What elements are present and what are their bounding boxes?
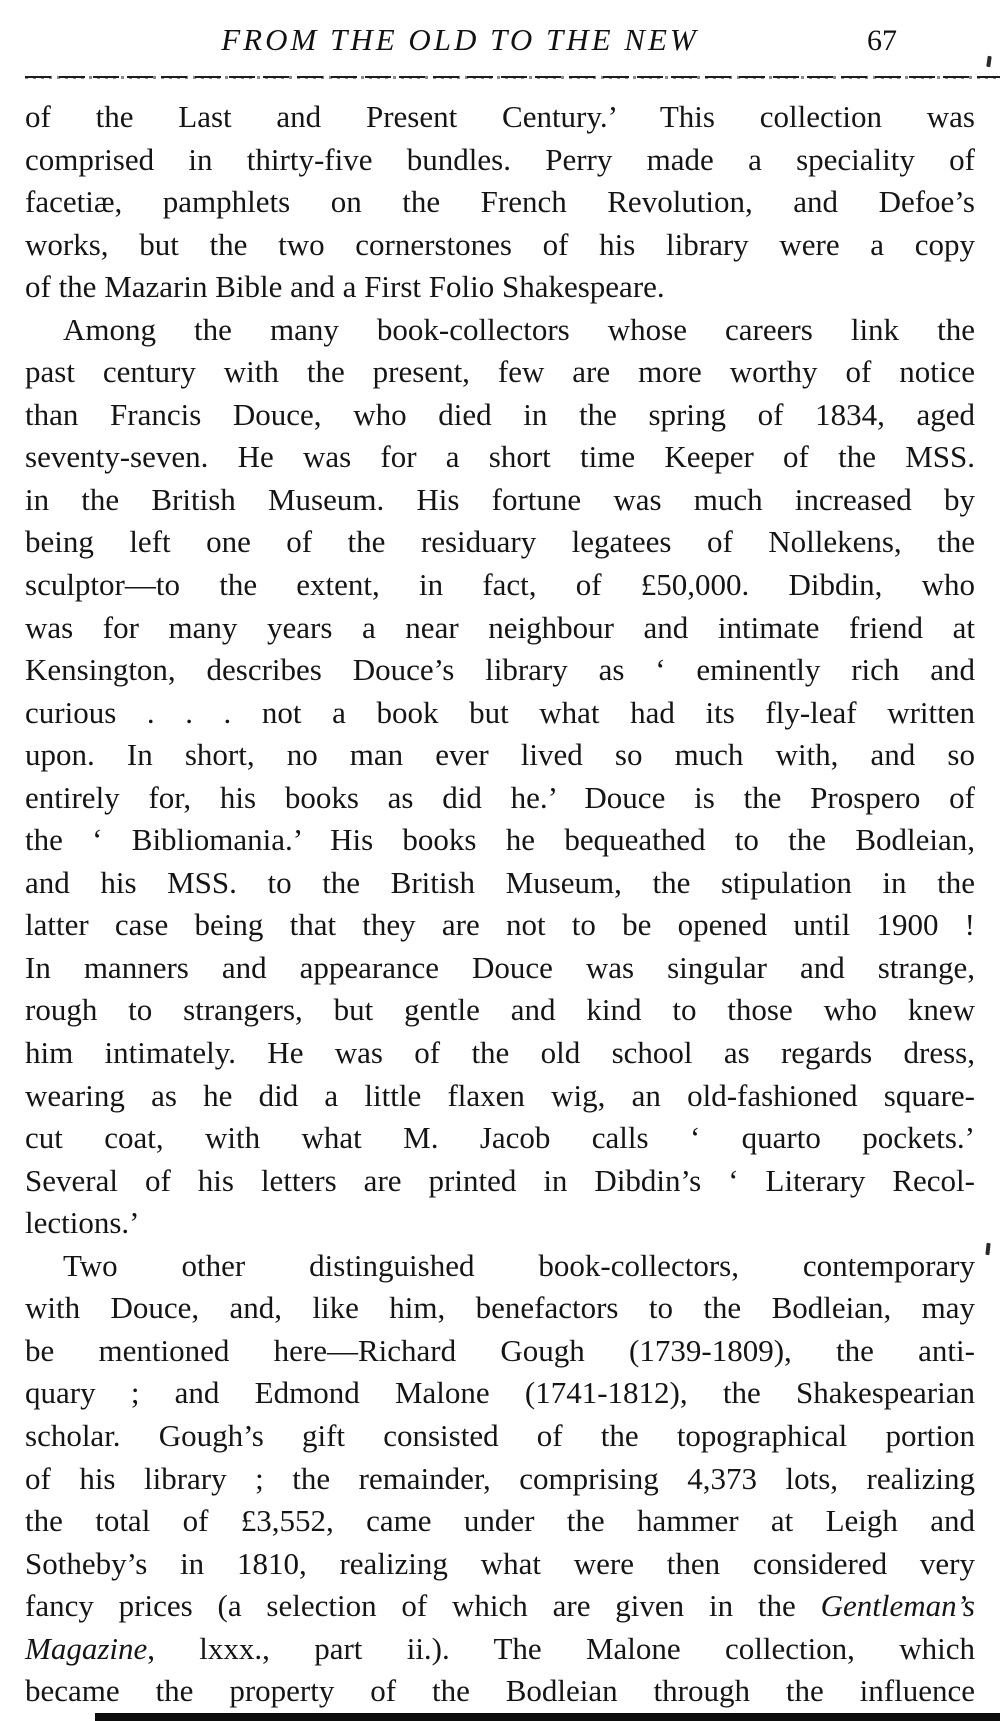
text-run: Several of his letters are printed in Dibdin’s ‘ Literary Recol- <box>25 1162 975 1198</box>
text-run: became the property of the Bodleian through the influence <box>25 1673 975 1709</box>
text-run: latter case being that they are not to be opened until 1900 ! <box>25 907 975 943</box>
text-line <box>25 904 975 947</box>
text-run: upon. In short, no man ever lived so much with, and so <box>25 737 975 773</box>
text-line <box>25 181 975 224</box>
header-rule <box>25 76 1000 79</box>
text-line <box>25 1458 975 1501</box>
text-run: of the Last and Present Century.’ This collection was <box>25 99 975 134</box>
text-line <box>25 1245 975 1288</box>
text-run: Kensington, describes Douce’s library as ‘ eminently rich and <box>25 652 975 688</box>
text-run: Sotheby’s in 1810, realizing what were then considered very <box>25 1545 975 1581</box>
text-line <box>25 819 975 862</box>
text-line <box>25 862 975 905</box>
text-run: the total of £3,552, came under the hammer at Leigh and <box>25 1503 975 1539</box>
page-number: 67 <box>867 24 897 57</box>
text-line <box>25 1628 975 1671</box>
text-run: facetiæ, pamphlets on the French Revolution, and Defoe’s <box>25 184 975 220</box>
text-run: in the British Museum. His fortune was much increased by <box>25 481 975 517</box>
scan-speck <box>986 56 991 67</box>
text-run: sculptor—to the extent, in fact, of £50,000. Dibdin, who <box>25 567 975 603</box>
text-run: be mentioned here—Richard Gough (1739-1809), the anti- <box>25 1332 975 1368</box>
text-line <box>25 1075 975 1118</box>
text-line <box>25 266 975 309</box>
text-run: entirely for, his books as did he.’ Douce is the Prospero of <box>25 779 975 815</box>
text-line <box>25 1585 975 1628</box>
text-line <box>25 1330 975 1373</box>
text-run: In manners and appearance Douce was singular and strange, <box>25 949 975 985</box>
text-run: of his library ; the remainder, comprising 4,373 lots, realizing <box>25 1460 975 1496</box>
text-run: was for many years a near neighbour and intimate friend at <box>25 609 975 645</box>
text-run: scholar. Gough’s gift consisted of the topographical portion <box>25 1417 975 1453</box>
text-line <box>25 351 975 394</box>
text-run: wearing as he did a little flaxen wig, an old-fashioned square- <box>25 1077 975 1113</box>
text-line <box>25 436 975 479</box>
text-run: fancy prices (a selection of which are given in the <box>25 1588 821 1624</box>
text-line <box>25 521 975 564</box>
text-line <box>25 479 975 522</box>
text-run: Among the many book-collectors whose careers link the <box>63 311 975 347</box>
text-run: him intimately. He was of the old school as regards dress, <box>25 1035 975 1071</box>
text-run: works, but the two cornerstones of his library were a copy <box>25 226 975 262</box>
text-line <box>25 649 975 692</box>
text-line <box>25 1415 975 1458</box>
text-run: Two other distinguished book-collectors, contemporary <box>63 1247 975 1283</box>
text-run: , lxxx., part ii.). The Malone collection, which <box>147 1630 975 1666</box>
text-line <box>25 309 975 352</box>
text-line <box>25 1500 975 1543</box>
text-line <box>25 139 975 182</box>
text-run: of the Mazarin Bible and a First Folio Shakespeare. <box>25 269 665 305</box>
text-line <box>25 1372 975 1415</box>
text-run: comprised in thirty-five bundles. Perry made a speciality of <box>25 141 975 177</box>
body-text <box>25 96 975 1713</box>
text-line <box>25 777 975 820</box>
text-run: and his MSS. to the British Museum, the stipulation in the <box>25 864 975 900</box>
text-run: the ‘ Bibliomania.’ His books he bequeathed to the Bodleian, <box>25 822 975 858</box>
text-line <box>25 1032 975 1075</box>
text-line <box>25 1160 975 1203</box>
text-run: being left one of the residuary legatees of Nollekens, the <box>25 524 975 560</box>
italic-text-run: Gentleman’s <box>820 1588 975 1624</box>
italic-text-run: Magazine <box>25 1630 148 1666</box>
text-line <box>25 96 975 139</box>
text-line <box>25 224 975 267</box>
text-run: rough to strangers, but gentle and kind to those who knew <box>25 992 975 1028</box>
text-run: past century with the present, few are more worthy of notice <box>25 354 975 390</box>
text-line <box>25 1670 975 1713</box>
text-run: cut coat, with what M. Jacob calls ‘ quarto pockets.’ <box>25 1120 975 1156</box>
running-header-title: FROM THE OLD TO THE NEW <box>221 22 699 57</box>
text-run: than Francis Douce, who died in the spring of 1834, aged <box>25 396 975 432</box>
text-line <box>25 394 975 437</box>
scan-speck <box>985 1243 990 1255</box>
text-line <box>25 1202 975 1245</box>
text-run: quary ; and Edmond Malone (1741-1812), the Shakespearian <box>25 1375 975 1411</box>
text-run: curious . . . not a book but what had its fly-leaf written <box>25 694 975 730</box>
text-run: lections.’ <box>25 1205 140 1241</box>
text-line <box>25 989 975 1032</box>
text-line <box>25 734 975 777</box>
scan-edge-shadow <box>95 1713 1000 1721</box>
text-line <box>25 1543 975 1586</box>
text-line <box>25 1287 975 1330</box>
text-line <box>25 692 975 735</box>
text-line <box>25 564 975 607</box>
text-line <box>25 947 975 990</box>
text-line <box>25 607 975 650</box>
text-run: seventy-seven. He was for a short time Keeper of the MSS. <box>25 439 975 475</box>
text-line <box>25 1117 975 1160</box>
text-run: with Douce, and, like him, benefactors to the Bodleian, may <box>25 1290 975 1326</box>
